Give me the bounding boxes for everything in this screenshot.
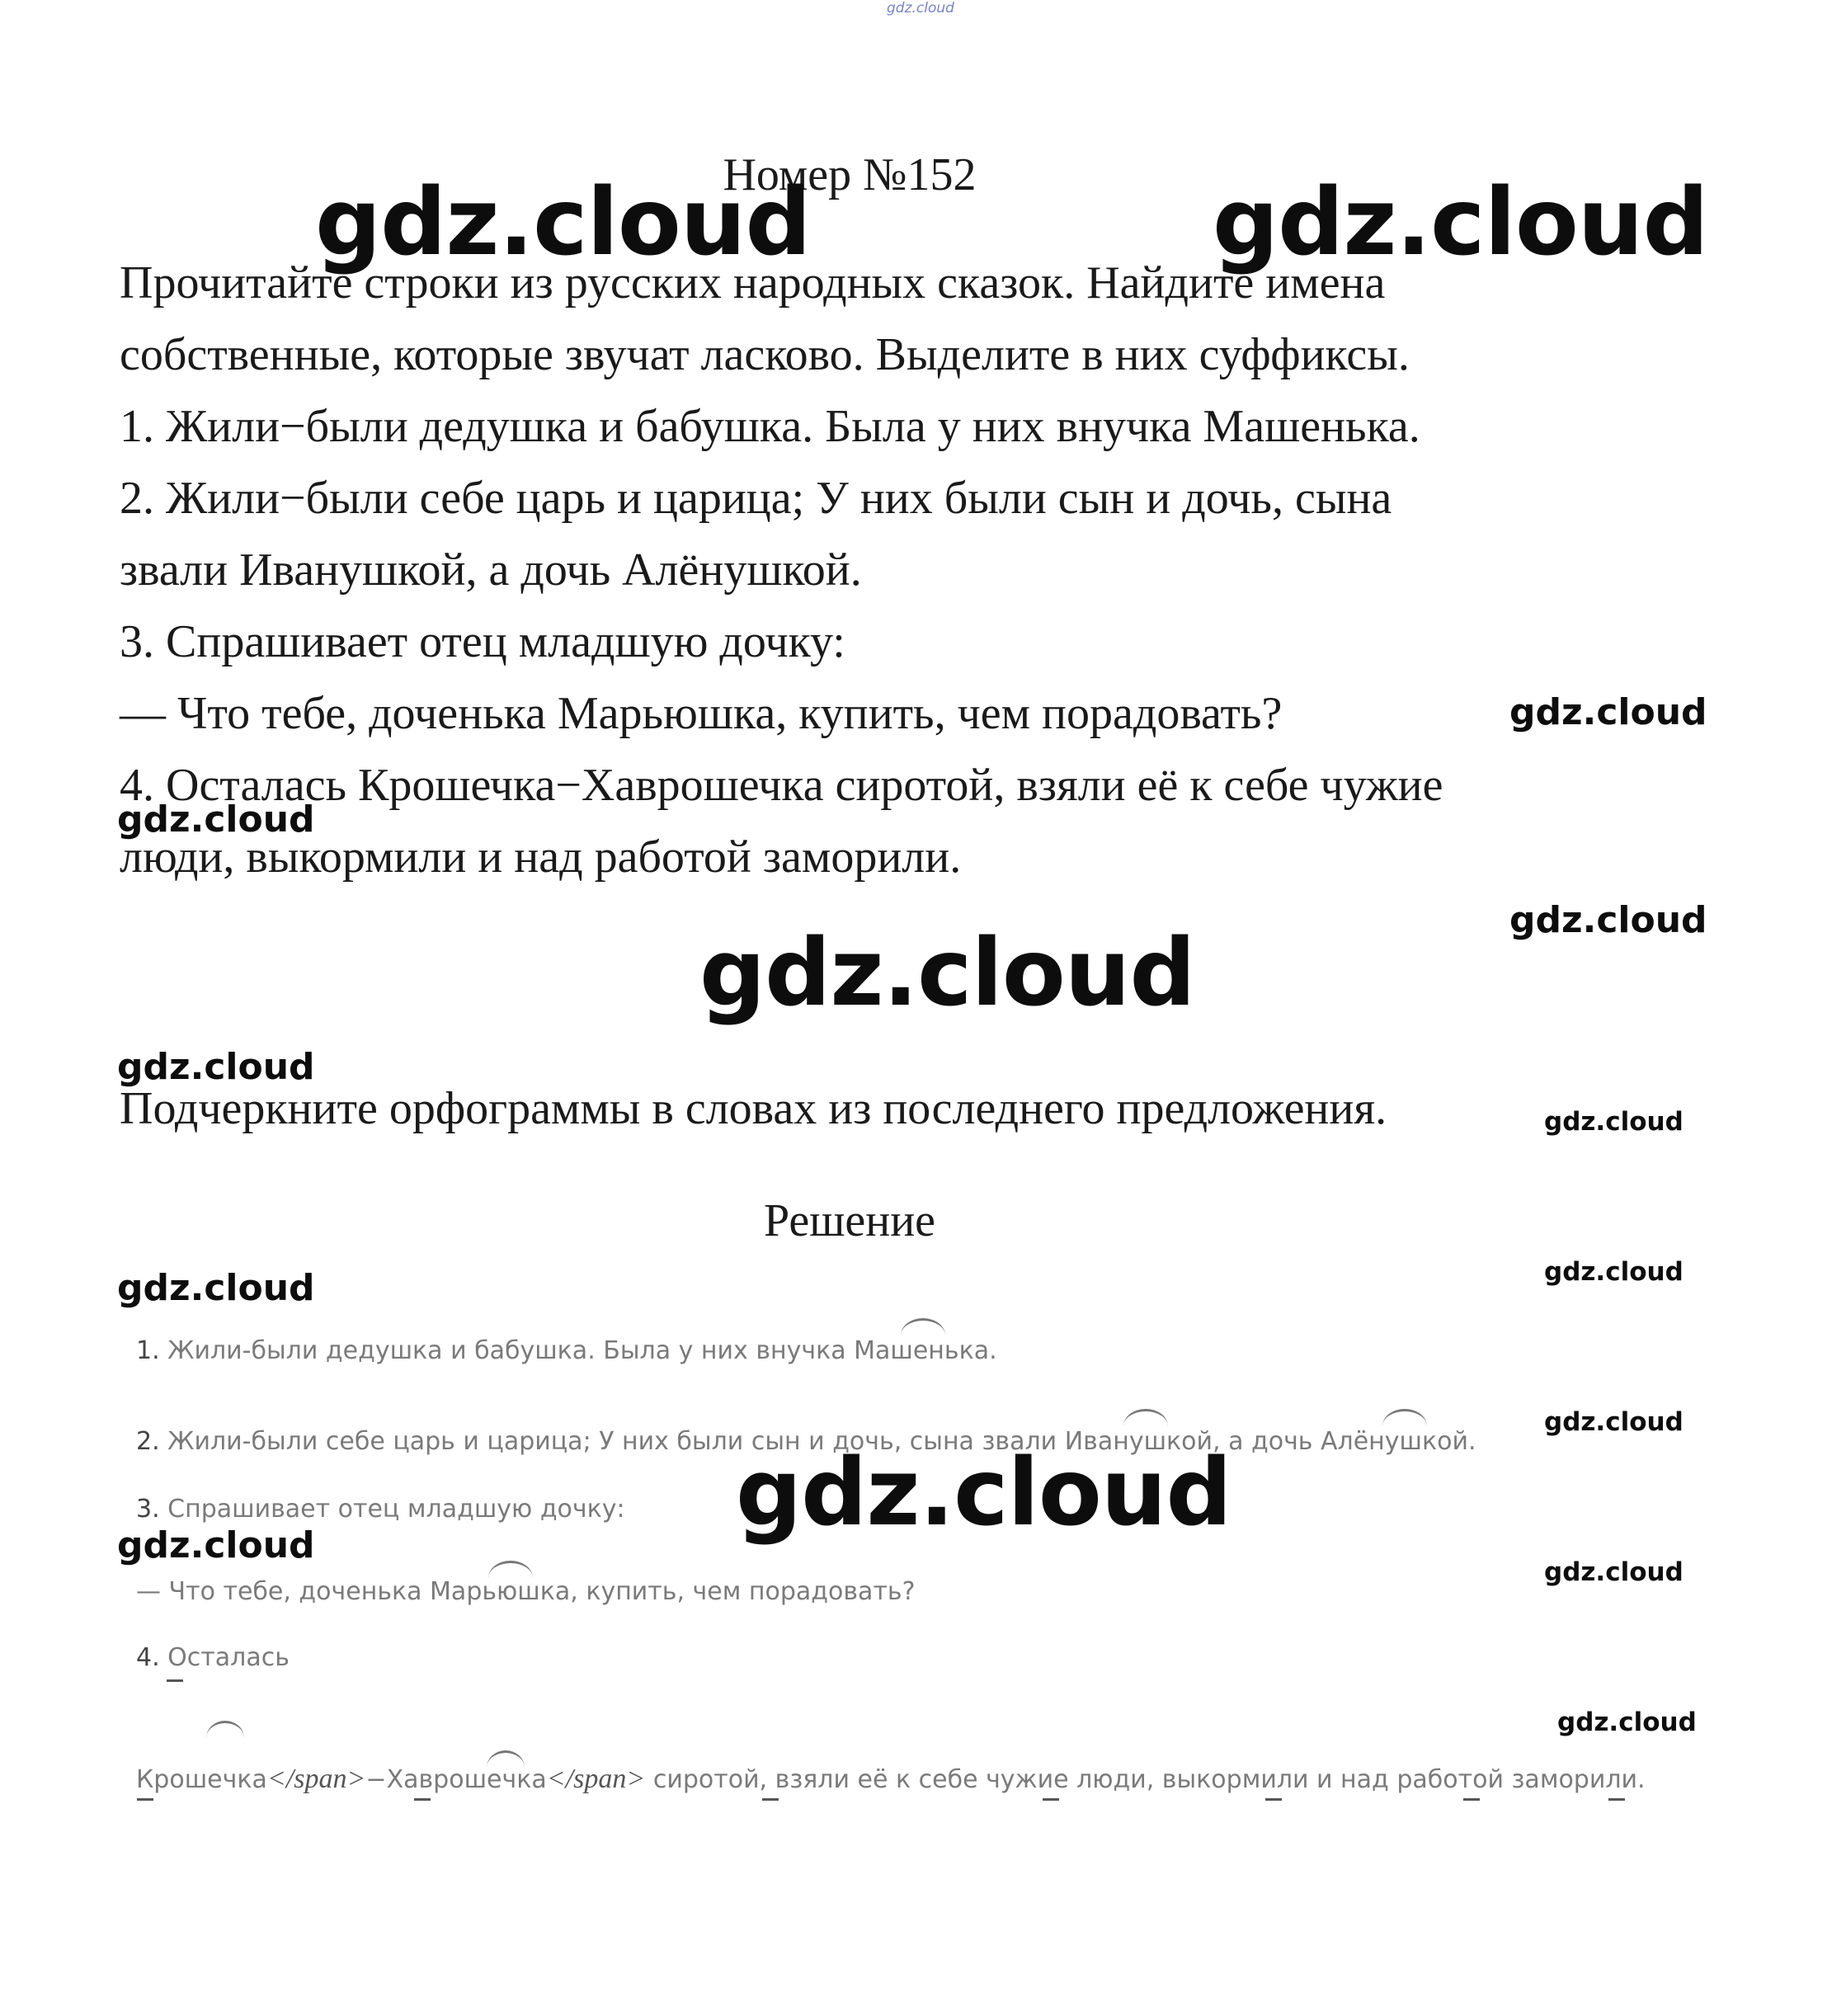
solution-word-khavroshechka: Хаврошечка <box>386 1765 547 1794</box>
span-tag: </span> <box>546 1764 646 1794</box>
task-item-1: 1. Жили−были дедушка и бабушка. Была у них внучка Машенька. <box>120 401 1420 452</box>
orthogram-underline <box>762 1798 779 1801</box>
solution-text-2: Жили-были себе царь и царица; У них были сын и дочь, сына звали Иванушкой, а дочь Алёнушкой. <box>167 1427 1476 1456</box>
orthogram-underline <box>1463 1798 1480 1801</box>
solution-num-4: 4. <box>136 1643 160 1672</box>
watermark: gdz.cloud <box>1509 691 1707 733</box>
orthogram-underline <box>1608 1798 1625 1801</box>
orthogram-underline <box>414 1798 431 1801</box>
solution-line-3b <box>136 1577 916 1606</box>
task-item-4-line-2: люди, выкормили и над работой заморили. <box>120 831 962 883</box>
solution-text-3: Спрашивает отец младшую дочку: <box>167 1495 625 1524</box>
watermark: gdz.cloud <box>1509 899 1707 941</box>
top-watermark: gdz.cloud <box>887 0 954 16</box>
suffix-arc-mark <box>488 1561 533 1578</box>
watermark: gdz.cloud <box>1544 1107 1684 1137</box>
watermark: gdz.cloud <box>1557 1707 1697 1737</box>
watermark: gdz.cloud <box>1544 1257 1684 1287</box>
task-text <box>120 247 1728 893</box>
watermark: gdz.cloud <box>1544 1557 1684 1587</box>
task-item-3-line-2: — Что тебе, доченька Марьюшка, купить, чем порадовать? <box>120 688 1283 739</box>
task-item-2-line-2: звали Иванушкой, а дочь Алёнушкой. <box>120 544 862 596</box>
solution-num-3: 3. <box>136 1495 160 1524</box>
watermark: gdz.cloud <box>1213 169 1708 276</box>
suffix-arc-mark <box>206 1721 244 1738</box>
dash: − <box>365 1765 387 1794</box>
task-intro-line-1: Прочитайте строки из русских народных сказок. Найдите имена <box>120 257 1386 309</box>
task-item-2-line-1: 2. Жили−были себе царь и царица; У них были сын и дочь, сына <box>120 473 1392 524</box>
page-title: Номер №152 <box>723 149 977 200</box>
watermark: gdz.cloud <box>117 1046 315 1088</box>
task-intro-line-2: собственные, которые звучат ласково. Выделите в них суффиксы. <box>120 329 1410 380</box>
solution-text-4: Осталась <box>167 1643 290 1672</box>
task-followup: Подчеркните орфограммы в словах из последнего предложения. <box>120 1083 1387 1134</box>
suffix-arc-mark <box>901 1318 945 1335</box>
watermark: gdz.cloud <box>699 920 1195 1027</box>
orthogram-underline <box>1043 1798 1059 1801</box>
watermark: gdz.cloud <box>117 1267 315 1309</box>
watermark: gdz.cloud <box>117 798 315 841</box>
solution-word-kroshechka: Крошечка <box>136 1765 267 1794</box>
watermark: gdz.cloud <box>315 169 811 276</box>
solution-text-3b: — Что тебе, доченька Марьюшка, купить, чем порадовать? <box>136 1577 916 1606</box>
solution-line-5 <box>136 1764 1646 1795</box>
suffix-arc-mark <box>1123 1409 1168 1426</box>
orthogram-underline <box>137 1798 153 1801</box>
suffix-arc-mark <box>1382 1409 1427 1426</box>
watermark: gdz.cloud <box>736 1439 1231 1547</box>
solution-num-2: 2. <box>136 1427 160 1456</box>
span-tag: </span> <box>266 1764 366 1794</box>
solution-line-3 <box>136 1495 625 1524</box>
task-item-4-line-1: 4. Осталась Крошечка−Хаврошечка сиротой, взяли её к себе чужие <box>120 760 1443 811</box>
solution-line-4 <box>136 1643 290 1672</box>
solution-line-1 <box>136 1336 997 1365</box>
solution-text-5-rest: сиротой, взяли её к себе чужие люди, выкормили и над работой заморили. <box>652 1765 1646 1794</box>
orthogram-underline <box>167 1679 183 1682</box>
solution-num-1: 1. <box>136 1336 160 1365</box>
solution-title: Решение <box>763 1195 936 1246</box>
watermark: gdz.cloud <box>117 1524 315 1566</box>
task-item-3-line-1: 3. Спрашивает отец младшую дочку: <box>120 616 845 667</box>
orthogram-underline <box>1265 1798 1282 1801</box>
solution-text-1: Жили-были дедушка и бабушка. Была у них внучка Машенька. <box>167 1336 997 1365</box>
watermark: gdz.cloud <box>1544 1407 1684 1437</box>
